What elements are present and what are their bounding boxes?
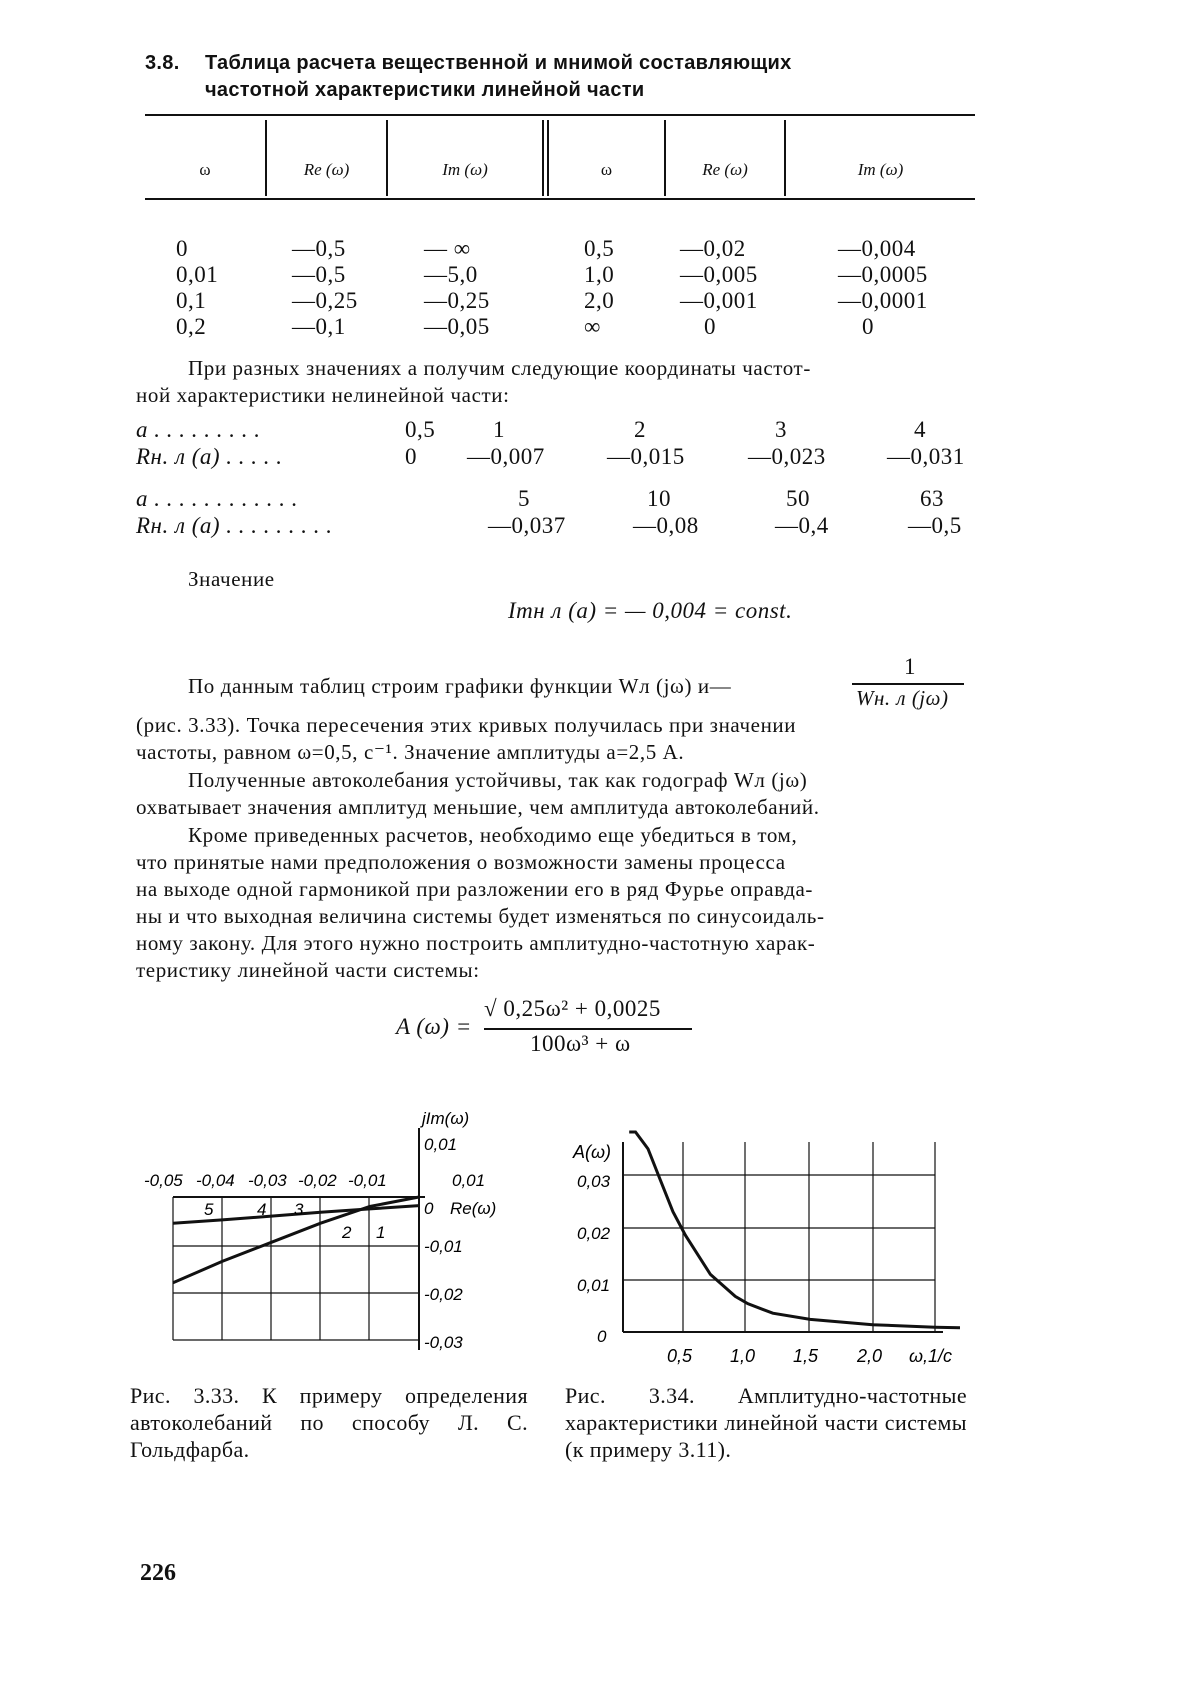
- table-cell: 0: [704, 314, 716, 339]
- paragraph-line: Значение: [188, 567, 275, 591]
- paragraph-line: охватывает значения амплитуд меньшие, чем амплитуда автоколебаний.: [136, 795, 820, 819]
- paragraph-line: По данным таблиц строим графики функции Wл (jω) и—: [188, 674, 732, 698]
- a-value: 1: [493, 417, 505, 442]
- r-value: —0,015: [607, 444, 685, 469]
- table-header-im: [388, 160, 542, 180]
- table-top-rule: [145, 114, 975, 116]
- paragraph-line: на выходе одной гармоникой при разложении его в ряд Фурье оправда-: [136, 877, 814, 901]
- table-cell: —0,005: [680, 262, 758, 287]
- table-cell: —0,0001: [838, 288, 928, 313]
- table-cell: ∞: [584, 314, 601, 339]
- a-value: 50: [786, 486, 810, 511]
- paragraph-line: (рис. 3.33). Точка пересечения этих кривых получилась при значении: [136, 713, 797, 737]
- r-value: —0,007: [467, 444, 545, 469]
- formula-im-const: Imн л (a) = — 0,004 = const.: [508, 598, 793, 623]
- table-cell: —0,0005: [838, 262, 928, 287]
- fraction-numerator: 1: [904, 654, 916, 679]
- table-col-divider: [784, 120, 786, 196]
- fig34-ytick: 0,02: [577, 1224, 611, 1243]
- fig34-xlabel: ω,1/c: [909, 1346, 953, 1366]
- fig33-xlabel: Re(ω): [450, 1199, 497, 1218]
- paragraph-line: ны и что выходная величина системы будет изменяться по синусоидаль-: [136, 904, 825, 928]
- table-cell: —0,5: [292, 236, 346, 261]
- table-col-divider: [265, 120, 267, 196]
- table-header-omega: ω: [199, 160, 211, 179]
- fig33-ytick: 0: [424, 1199, 434, 1218]
- table-col-divider-double: [547, 120, 549, 196]
- a-value: 2: [634, 417, 646, 442]
- table-header-im-text: Im (ω): [857, 160, 904, 179]
- fig33-xtick: -0,04: [196, 1171, 235, 1190]
- table-header-im-text: Im (ω): [442, 160, 488, 179]
- a-value: 5: [518, 486, 530, 511]
- fig33-ytick: -0,03: [424, 1333, 463, 1352]
- fig33-xtick: 0,01: [452, 1171, 486, 1190]
- table-number: 3.8.: [145, 52, 180, 74]
- a-value: 63: [920, 486, 944, 511]
- table-header-im: [786, 160, 975, 180]
- paragraph-line: частоты, равном ω=0,5, с⁻¹. Значение амплитуды a=2,5 А.: [136, 740, 685, 764]
- table-cell: 1,0: [584, 262, 615, 287]
- paragraph-line: Полученные автоколебания устойчивы, так как годограф Wл (jω): [188, 768, 808, 792]
- table-title-line2: частотной характеристики линейной части: [205, 79, 645, 101]
- paragraph-line: что принятые нами предположения о возможности замены процесса: [136, 850, 786, 874]
- formula-a-lhs: A (ω) =: [396, 1014, 472, 1039]
- table-cell: —5,0: [424, 262, 478, 287]
- fig33-curve-label: 4: [257, 1200, 267, 1219]
- formula-a-numerator: √ 0,25ω² + 0,0025: [484, 996, 661, 1021]
- paragraph-line: ному закону. Для этого нужно построить амплитудно-частотную харак-: [136, 931, 816, 955]
- fraction-bar: [852, 683, 964, 685]
- a-value: 0,5: [405, 417, 436, 442]
- fig34-ylabel: A(ω): [573, 1142, 612, 1162]
- table-cell: — ∞: [424, 236, 471, 261]
- paragraph-line: ной характеристики нелинейной части:: [136, 383, 510, 407]
- fig33-curve-label: 5: [204, 1200, 214, 1219]
- r-value: —0,5: [908, 513, 962, 538]
- table-cell: 2,0: [584, 288, 615, 313]
- figure-3-34-chart: [565, 1120, 975, 1375]
- r-row-label: Rн. л (a) . . . . .: [136, 444, 283, 469]
- r-value: 0: [405, 444, 417, 469]
- table-col-divider: [664, 120, 666, 196]
- figure-3-33-caption: Рис. 3.33. К примеру определения автоколебаний по способу Л. С. Гольдфарба.: [130, 1383, 528, 1462]
- fig33-curve-label: 2: [342, 1223, 352, 1242]
- fig34-xtick: 2,0: [857, 1346, 883, 1366]
- a-value: 10: [647, 486, 671, 511]
- r-value: —0,031: [887, 444, 965, 469]
- table-cell: 0: [176, 236, 188, 261]
- r-value: —0,037: [488, 513, 566, 538]
- paragraph-line: теристику линейной части системы:: [136, 958, 480, 982]
- fig34-ytick: 0: [597, 1327, 607, 1346]
- r-value: —0,023: [748, 444, 826, 469]
- table-title-line1: Таблица расчета вещественной и мнимой составляющих: [205, 52, 792, 74]
- table-cell: —0,05: [424, 314, 490, 339]
- table-cell: —0,1: [292, 314, 346, 339]
- table-cell: 0,5: [584, 236, 615, 261]
- paragraph-line: При разных значениях a получим следующие координаты частот-: [188, 356, 811, 380]
- fig33-ytick: -0,01: [424, 1237, 463, 1256]
- r-row-label: Rн. л (a) . . . . . . . . .: [136, 513, 333, 538]
- formula-a-denominator: 100ω³ + ω: [530, 1031, 631, 1056]
- fig33-xtick: -0,01: [348, 1171, 387, 1190]
- fig33-ytick: -0,02: [424, 1285, 463, 1304]
- fig33-xtick: -0,05: [144, 1171, 183, 1190]
- a-row-label: a . . . . . . . . .: [136, 417, 261, 442]
- table-cell: —0,25: [424, 288, 490, 313]
- fig33-xtick: -0,03: [248, 1171, 287, 1190]
- figure-3-33-chart: [130, 1100, 550, 1370]
- page-number: 226: [140, 1560, 176, 1586]
- formula-a-fraction-bar: [484, 1028, 692, 1030]
- table-cell: 0,2: [176, 314, 207, 339]
- r-value: —0,4: [775, 513, 829, 538]
- table-cell: —0,004: [838, 236, 916, 261]
- table-cell: 0,1: [176, 288, 207, 313]
- table-header-re-text: Re (ω): [303, 160, 350, 179]
- table-header-rule: [145, 198, 975, 200]
- a-value: 3: [775, 417, 787, 442]
- table-cell: 0,01: [176, 262, 219, 287]
- fig33-xtick: -0,02: [298, 1171, 337, 1190]
- table-cell: —0,02: [680, 236, 746, 261]
- fig34-ytick: 0,03: [577, 1172, 611, 1191]
- table-header-re: [666, 160, 784, 180]
- fig34-xtick: 0,5: [667, 1346, 693, 1366]
- fig33-curve-label: 3: [294, 1200, 304, 1219]
- table-col-divider-double: [542, 120, 544, 196]
- fig34-series-1-line: [629, 1132, 960, 1328]
- fraction-denominator: Wн. л (jω): [856, 686, 949, 710]
- fig33-ylabel: jIm(ω): [422, 1109, 470, 1128]
- fig34-xtick: 1,5: [793, 1346, 819, 1366]
- a-row-label: a . . . . . . . . . . . .: [136, 486, 298, 511]
- table-cell: —0,001: [680, 288, 758, 313]
- paragraph-line: Кроме приведенных расчетов, необходимо еще убедиться в том,: [188, 823, 798, 847]
- table-cell: —0,5: [292, 262, 346, 287]
- fig34-ytick: 0,01: [577, 1276, 611, 1295]
- r-value: —0,08: [633, 513, 699, 538]
- a-value: 4: [914, 417, 926, 442]
- table-col-divider: [386, 120, 388, 196]
- table-header-re: [267, 160, 386, 180]
- table-header-re-text: Re (ω): [702, 160, 748, 179]
- fig33-curve-label: 1: [376, 1223, 386, 1242]
- table-cell: —0,25: [292, 288, 358, 313]
- table-header-omega: ω: [600, 160, 613, 179]
- table-cell: 0: [862, 314, 874, 339]
- fig34-grid: [623, 1142, 935, 1332]
- fig34-xtick: 1,0: [730, 1346, 756, 1366]
- fig33-ytick: 0,01: [424, 1135, 458, 1154]
- figure-3-34-caption: Рис. 3.34. Амплитудно-частотные характеристики линейной части системы (к примеру 3.11).: [565, 1383, 967, 1462]
